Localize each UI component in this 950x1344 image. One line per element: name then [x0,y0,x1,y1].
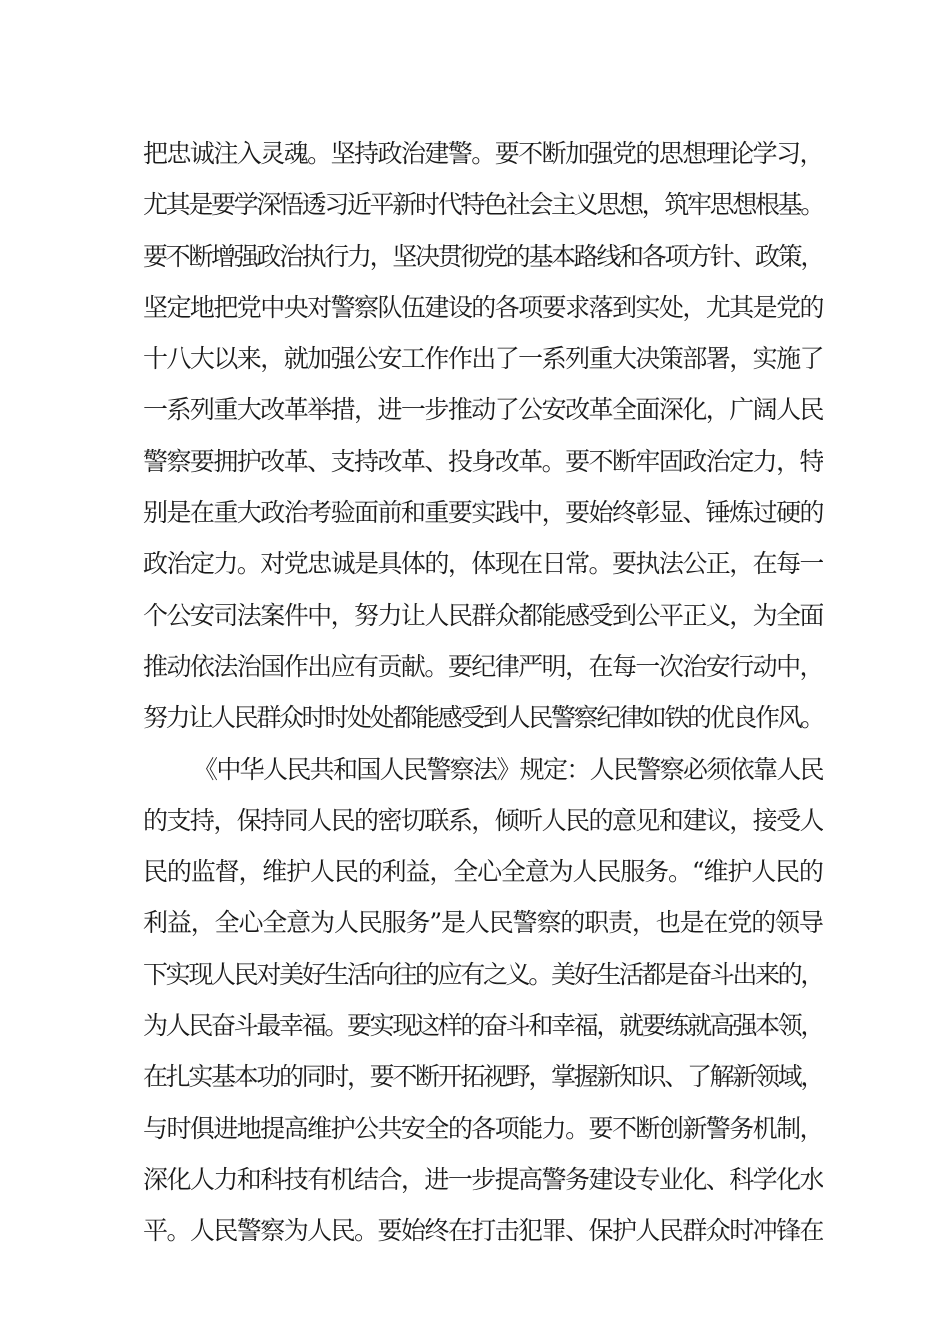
text-line: 坚定地把党中央对警察队伍建设的各项要求落到实处，尤其是党的 [143,292,823,322]
text-line-first: 《中华人民共和国人民警察法》规定：人民警察必须依靠人民 [193,754,823,784]
text-line: 在扎实基本功的同时，要不断开拓视野，掌握新知识、了解新领域， [143,1062,823,1092]
text-line: 政治定力。对党忠诚是具体的，体现在日常。要执法公正，在每一 [143,549,823,579]
text-line: 民的监督，维护人民的利益，全心全意为人民服务。“维护人民的 [143,857,823,887]
text-line: 个公安司法案件中，努力让人民群众都能感受到公平正义，为全面 [143,600,823,630]
document-body [143,128,823,1257]
text-line: 下实现人民对美好生活向往的应有之义。美好生活都是奋斗出来的， [143,959,823,989]
paragraph-2 [143,744,823,1257]
text-line: 推动依法治国作出应有贡献。要纪律严明，在每一次治安行动中， [143,651,823,681]
text-line: 警察要拥护改革、支持改革、投身改革。要不断牢固政治定力，特 [143,446,823,476]
text-line: 的支持，保持同人民的密切联系，倾听人民的意见和建议，接受人 [143,805,823,835]
text-line: 深化人力和科技有机结合，进一步提高警务建设专业化、科学化水 [143,1164,823,1194]
text-line: 利益，全心全意为人民服务”是人民警察的职责，也是在党的领导 [143,908,823,938]
text-line: 为人民奋斗最幸福。要实现这样的奋斗和幸福，就要练就高强本领， [143,1011,823,1041]
paragraph-1 [143,128,823,744]
text-line: 别是在重大政治考验面前和重要实践中，要始终彰显、锤炼过硬的 [143,498,823,528]
text-line: 与时俱进地提高维护公共安全的各项能力。要不断创新警务机制， [143,1113,823,1143]
text-line: 努力让人民群众时时处处都能感受到人民警察纪律如铁的优良作风。 [143,703,823,733]
text-line: 要不断增强政治执行力，坚决贯彻党的基本路线和各项方针、政策， [143,241,823,271]
text-line: 把忠诚注入灵魂。坚持政治建警。要不断加强党的思想理论学习， [143,139,823,168]
text-line: 平。人民警察为人民。要始终在打击犯罪、保护人民群众时冲锋在 [143,1216,823,1246]
text-line: 一系列重大改革举措，进一步推动了公安改革全面深化，广阔人民 [143,395,823,425]
text-line: 十八大以来，就加强公安工作作出了一系列重大决策部署，实施了 [143,344,823,374]
text-line: 尤其是要学深悟透习近平新时代特色社会主义思想，筑牢思想根基。 [143,190,823,220]
